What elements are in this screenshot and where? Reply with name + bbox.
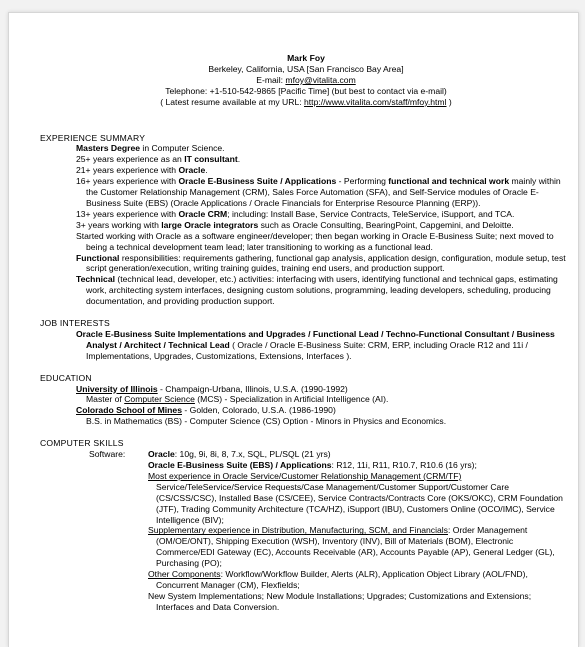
functional-paragraph xyxy=(40,253,568,275)
crm-experience-line xyxy=(40,209,568,220)
integrators-line xyxy=(40,220,568,231)
integrators-pre: 3+ years working with xyxy=(76,219,162,230)
software-row xyxy=(40,449,568,613)
uiuc-line xyxy=(40,384,568,395)
supplementary-heading: Supplementary experience in Distribution, Manufacturing, SCM, and Financials xyxy=(148,525,448,536)
masters-line xyxy=(40,394,568,405)
telephone-line: Telephone: +1-510-542-9865 [Pacific Time] (but best to contact via e-mail) xyxy=(165,85,447,96)
masters-pre: Master of xyxy=(86,394,125,405)
supplementary-rest: : Order Management (OM/OE/ONT), Shipping Execution (WSH), Inventory (INV), Bill of Materials (BOM), Electronic Commerce/EDI Gateway (EC), Accounts Receivable (AR), Accounts Payable (AP), General Ledger (GL), Purchasing (PO); xyxy=(156,525,555,569)
url-prefix: ( Latest resume available at my URL: xyxy=(160,96,305,107)
job-interests-heading: JOB INTERESTS xyxy=(40,318,110,329)
degree-line xyxy=(40,143,568,154)
ebs-skill-line xyxy=(148,460,568,471)
mines-line xyxy=(40,405,568,416)
most-experience-list: Service/TeleService/Service Requests/Case Management/Customer Support/Customer Care (CS/CSS/CSC), Installed Base (CS/CEE), Service Contracts/Contracts Core (OKS/OKC), CRM Foundation (JTF), Trading Community Architecture (TCA/HZ), iSupport (IBU), Customers Online (OCO/IMC), Service Intelligence (BIV); xyxy=(156,481,563,525)
candidate-name: Mark Foy xyxy=(287,53,325,63)
resume-document xyxy=(40,53,568,613)
functional-bold: Functional xyxy=(76,252,120,263)
computer-skills-heading: COMPUTER SKILLS xyxy=(40,438,124,449)
ebs-pre: 16+ years experience with xyxy=(76,176,179,187)
address-line: Berkeley, California, USA [San Francisco Bay Area] xyxy=(208,63,404,74)
degree-rest: in Computer Science. xyxy=(140,143,225,154)
other-components-heading: Other Components xyxy=(148,569,221,580)
masters-major: Computer Science xyxy=(124,394,195,405)
ebs-skill-bold: Oracle E-Business Suite (EBS) / Applications xyxy=(148,460,332,470)
mines-rest: - Golden, Colorado, U.S.A. (1986-1990) xyxy=(182,405,336,416)
ebs-bold: Oracle E-Business Suite / Applications xyxy=(178,176,337,187)
resume-url-link[interactable]: http://www.vitalita.com/staff/mfoy.html xyxy=(304,96,447,107)
integrators-bold: large Oracle integrators xyxy=(161,219,259,230)
oracle-pre: 21+ years experience with xyxy=(76,165,179,176)
crm-pre: 13+ years experience with xyxy=(76,208,179,219)
software-content xyxy=(148,449,568,613)
education-heading: EDUCATION xyxy=(40,372,92,383)
uiuc-rest: - Champaign-Urbana, Illinois, U.S.A. (1990-1992) xyxy=(157,383,348,394)
url-suffix: ) xyxy=(446,96,452,107)
software-label: Software: xyxy=(89,449,126,460)
oracle-bold: Oracle xyxy=(178,165,206,176)
experience-heading: EXPERIENCE SUMMARY xyxy=(40,132,146,143)
most-experience-heading: Most experience in Oracle Service/Customer Relationship Management (CRM/TF) xyxy=(148,470,462,481)
it-experience-line xyxy=(40,154,568,165)
job-interests-paragraph xyxy=(40,329,568,362)
resume-header xyxy=(40,53,568,108)
job-interests-rest: ( Oracle / Oracle E-Business Suite: CRM, ERP, including Oracle R12 and 11i / Implementations, Upgrades, Customizations, Extensions, Interfaces ). xyxy=(86,339,528,361)
url-line xyxy=(44,97,568,108)
masters-rest: (MCS) - Specialization in Artificial Intelligence (AI). xyxy=(194,394,389,405)
ebs-bold-2: functional and technical work xyxy=(388,176,510,187)
other-components-rest: : Workflow/Workflow Builder, Alerts (ALR), Application Object Library (AOL/FND), Concurrent Manager (CM), Flexfields; xyxy=(156,569,528,590)
email-label: E-mail: xyxy=(256,74,286,85)
email-link[interactable]: mfoy@vitalita.com xyxy=(285,74,356,85)
technical-paragraph xyxy=(40,274,568,307)
other-components-block xyxy=(148,569,568,591)
oracle-experience-line xyxy=(40,165,568,176)
started-paragraph: Started working with Oracle as a software engineer/developer; then began working in Oracle E-Business Suite; next moved to being a technical development team lead; later transitioning to working as a functional lead. xyxy=(76,230,554,252)
oracle-skill-rest: : 10g, 9i, 8i, 8, 7.x, SQL, PL/SQL (21 yrs) xyxy=(174,449,331,460)
technical-rest: (technical lead, developer, etc.) activities: interfacing with users, identifying functional and technical gaps, estimating work, architecting system interfaces, designing custom solutions, programming, leading developers, scheduling, producing documentation, and providing production support. xyxy=(86,274,558,307)
resume-page xyxy=(8,12,579,647)
degree-bold: Masters Degree xyxy=(76,143,141,154)
most-experience-block xyxy=(148,471,568,526)
it-post: . xyxy=(237,154,241,165)
new-systems-line: New System Implementations; New Module Installations; Upgrades; Customizations and Extensions; Interfaces and Data Conversion. xyxy=(148,590,532,612)
oracle-post: . xyxy=(205,165,208,176)
crm-rest: ; including: Install Base, Service Contracts, TeleService, iSupport, and TCA. xyxy=(227,208,515,219)
ebs-experience-paragraph xyxy=(40,176,568,209)
mines-name: Colorado School of Mines xyxy=(76,405,182,416)
it-bold: IT consultant xyxy=(184,154,238,165)
bs-line: B.S. in Mathematics (BS) - Computer Science (CS) Option - Minors in Physics and Economics. xyxy=(86,416,447,427)
oracle-skill-bold: Oracle xyxy=(148,449,175,460)
integrators-rest: such as Oracle Consulting, BearingPoint, Capgemini, and Deloitte. xyxy=(258,219,514,230)
functional-rest: responsibilities: requirements gathering, functional gap analysis, application design, configuration, module setup, test script generation/execution, writing training guides, training end users, and production support. xyxy=(86,252,566,274)
ebs-rest: mainly within the Customer Relationship Management (CRM), Sales Force Automation (SFA), and Self-Service modules of Oracle E-Business Suite (EBS) (Oracle Applications / Oracle Financials for Enterprise Resource Planning (ERP)). xyxy=(86,176,561,208)
email-line xyxy=(44,75,568,86)
crm-bold: Oracle CRM xyxy=(178,208,228,219)
ebs-skill-rest: : R12, 11i, R11, R10.7, R10.6 (16 yrs); xyxy=(331,460,477,470)
uiuc-name: University of Illinois xyxy=(76,383,158,394)
technical-bold: Technical xyxy=(76,274,116,285)
oracle-skill-line xyxy=(148,449,568,460)
it-pre: 25+ years experience as an xyxy=(76,154,185,165)
ebs-mid: - Performing xyxy=(336,176,389,187)
job-interests-bold: Oracle E-Business Suite Implementations and Upgrades / Functional Lead / Techno-Functional Consultant / Business Analyst / Architect / Technical Lead xyxy=(76,328,555,350)
supplementary-block xyxy=(148,525,568,569)
